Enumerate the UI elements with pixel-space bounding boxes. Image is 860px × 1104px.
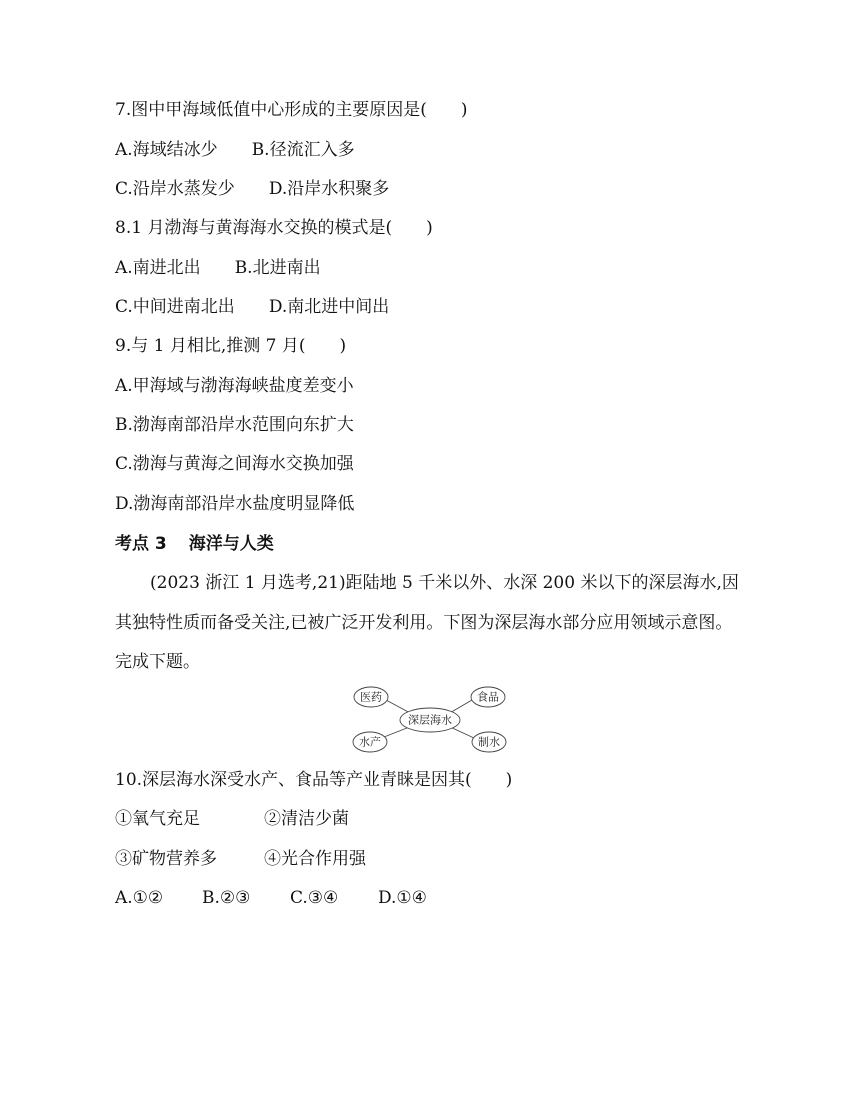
q8-option-c[interactable]: C.中间进南北出 <box>115 297 235 317</box>
aquaculture-label: 水产 <box>359 735 381 749</box>
q10-option-b[interactable]: B.②③ <box>202 888 251 908</box>
q8-option-b[interactable]: B.北进南出 <box>234 258 321 278</box>
center-label: 深层海水 <box>408 713 452 727</box>
q10-statement-4: ④光合作用强 <box>264 849 366 869</box>
q7-option-b[interactable]: B.径流汇入多 <box>251 140 355 160</box>
passage-line-3: 完成下题。 <box>115 652 200 672</box>
q10-statements-row1 <box>115 808 349 830</box>
food-label: 食品 <box>477 690 499 704</box>
q7-option-c[interactable]: C.沿岸水蒸发少 <box>115 179 235 199</box>
q7-option-a[interactable]: A.海域结冰少 <box>115 140 218 160</box>
q8-stem: 8.1 月渤海与黄海海水交换的模式是( ) <box>115 218 433 238</box>
section-label: 考点 3 <box>115 534 167 554</box>
medicine-label: 医药 <box>360 690 382 704</box>
q9-option-b[interactable]: B.渤海南部沿岸水范围向东扩大 <box>115 415 354 435</box>
q8-option-a[interactable]: A.南进北出 <box>115 258 201 278</box>
q9-stem: 9.与 1 月相比,推测 7 月( ) <box>115 336 347 356</box>
q8-option-d[interactable]: D.南北进中间出 <box>268 297 390 317</box>
q7-options-row2 <box>115 178 389 200</box>
q10-statement-2: ②清洁少菌 <box>264 809 349 829</box>
q10-statement-3: ③矿物营养多 <box>115 849 217 869</box>
q10-statement-1: ①氧气充足 <box>115 809 200 829</box>
q8-options-row1 <box>115 257 321 279</box>
water-making-label: 制水 <box>478 735 500 749</box>
q10-option-a[interactable]: A.①② <box>115 888 164 908</box>
passage-line-1: (2023 浙江 1 月选考,21)距陆地 5 千米以外、水深 200 米以下的深层海水,因 <box>150 573 739 593</box>
q10-option-d[interactable]: D.①④ <box>378 888 427 908</box>
q10-option-c[interactable]: C.③④ <box>290 888 339 908</box>
q7-option-d[interactable]: D.沿岸水积聚多 <box>268 179 390 199</box>
q10-stem: 10.深层海水深受水产、食品等产业青睐是因其( ) <box>115 770 513 790</box>
q7-stem: 7.图中甲海域低值中心形成的主要原因是( ) <box>115 100 468 120</box>
section-heading <box>115 533 274 555</box>
q10-options <box>115 887 427 909</box>
q9-option-a[interactable]: A.甲海域与渤海海峡盐度差变小 <box>115 376 354 396</box>
deep-sea-water-diagram <box>350 684 510 756</box>
q7-options-row1 <box>115 139 355 161</box>
q10-statements-row2 <box>115 848 366 870</box>
q8-options-row2 <box>115 296 389 318</box>
section-title: 海洋与人类 <box>188 534 274 554</box>
passage-line-2: 其独特性质而备受关注,已被广泛开发利用。下图为深层海水部分应用领域示意图。 <box>115 613 733 633</box>
q9-option-c[interactable]: C.渤海与黄海之间海水交换加强 <box>115 454 354 474</box>
q9-option-d[interactable]: D.渤海南部沿岸水盐度明显降低 <box>115 494 355 514</box>
